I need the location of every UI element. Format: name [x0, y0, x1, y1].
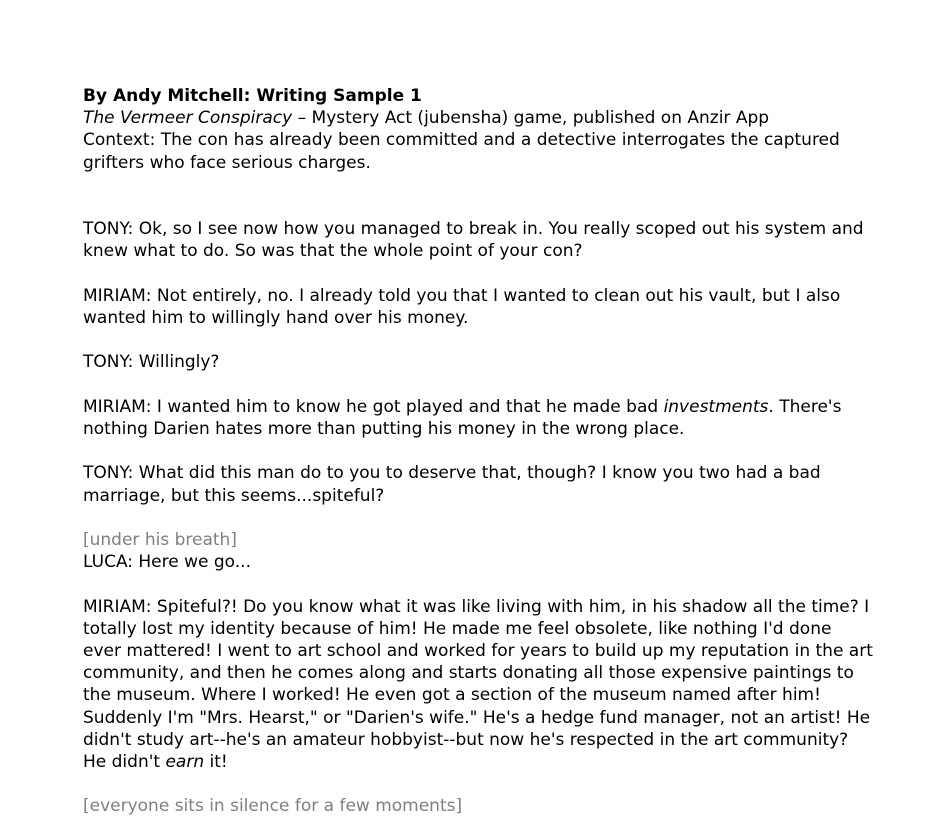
dialogue-line-tony-1: TONY: Ok, so I see now how you managed to break in. You really scoped out his system and knew what to do. So was that the whole point of your con? — [83, 219, 864, 262]
context-line: Context: The con has already been committed and a detective interrogates the captured grifters who face serious charges. — [83, 130, 840, 173]
spacer — [83, 174, 873, 218]
emphasized-word: earn — [165, 751, 205, 772]
dialogue-line-luca-1: LUCA: Here we go... — [83, 552, 251, 573]
dialogue-line-miriam-2 — [83, 396, 873, 440]
spacer — [83, 573, 873, 595]
dialogue-line-miriam-1: MIRIAM: Not entirely, no. I already told you that I wanted to clean out his vault, but I also wanted him to willingly hand over his money. — [83, 285, 841, 328]
game-title: The Vermeer Conspiracy — [83, 108, 293, 129]
stage-direction: [under his breath] — [83, 529, 237, 550]
spacer — [83, 329, 873, 351]
dialogue-text: MIRIAM: I wanted him to know he got played and that he made bad — [83, 396, 664, 417]
game-description: – Mystery Act (jubensha) game, published on Anzir App — [292, 108, 770, 129]
stage-direction: [everyone sits in silence for a few moments] — [83, 796, 463, 817]
dialogue-text: . There's nothing Darien hates more than putting his money in the wrong place. — [83, 396, 842, 439]
spacer — [83, 773, 873, 795]
document-page — [83, 85, 873, 818]
dialogue-line-tony-3: TONY: What did this man do to you to deserve that, though? I know you two had a bad marriage, but this seems...spiteful? — [83, 463, 821, 506]
dialogue-line-tony-2: TONY: Willingly? — [83, 352, 220, 373]
dialogue-text: it! — [204, 751, 228, 772]
spacer — [83, 263, 873, 285]
spacer — [83, 507, 873, 529]
game-info-line — [83, 107, 873, 129]
document-title: By Andy Mitchell: Writing Sample 1 — [83, 86, 422, 106]
spacer — [83, 374, 873, 396]
dialogue-line-miriam-3 — [83, 596, 873, 774]
spacer — [83, 440, 873, 462]
dialogue-text: MIRIAM: Spiteful?! Do you know what it was like living with him, in his shadow all the time? I totally lost my identity because of him! He made me feel obsolete, like nothing I'd done ever mattered! I went to art school and worked for years to build up my reputation in the art community, and then he comes along and starts donating all those expensive paintings to the museum. Where I worked! He even got a section of the museum named after him! Suddenly I'm "Mrs. Hearst," or "Darien's wife." He's a hedge fund manager, not an artist! He didn't study art--he's an amateur hobbyist--but now he's respected in the art community? He didn't — [83, 596, 873, 772]
emphasized-word: investments — [663, 396, 769, 417]
